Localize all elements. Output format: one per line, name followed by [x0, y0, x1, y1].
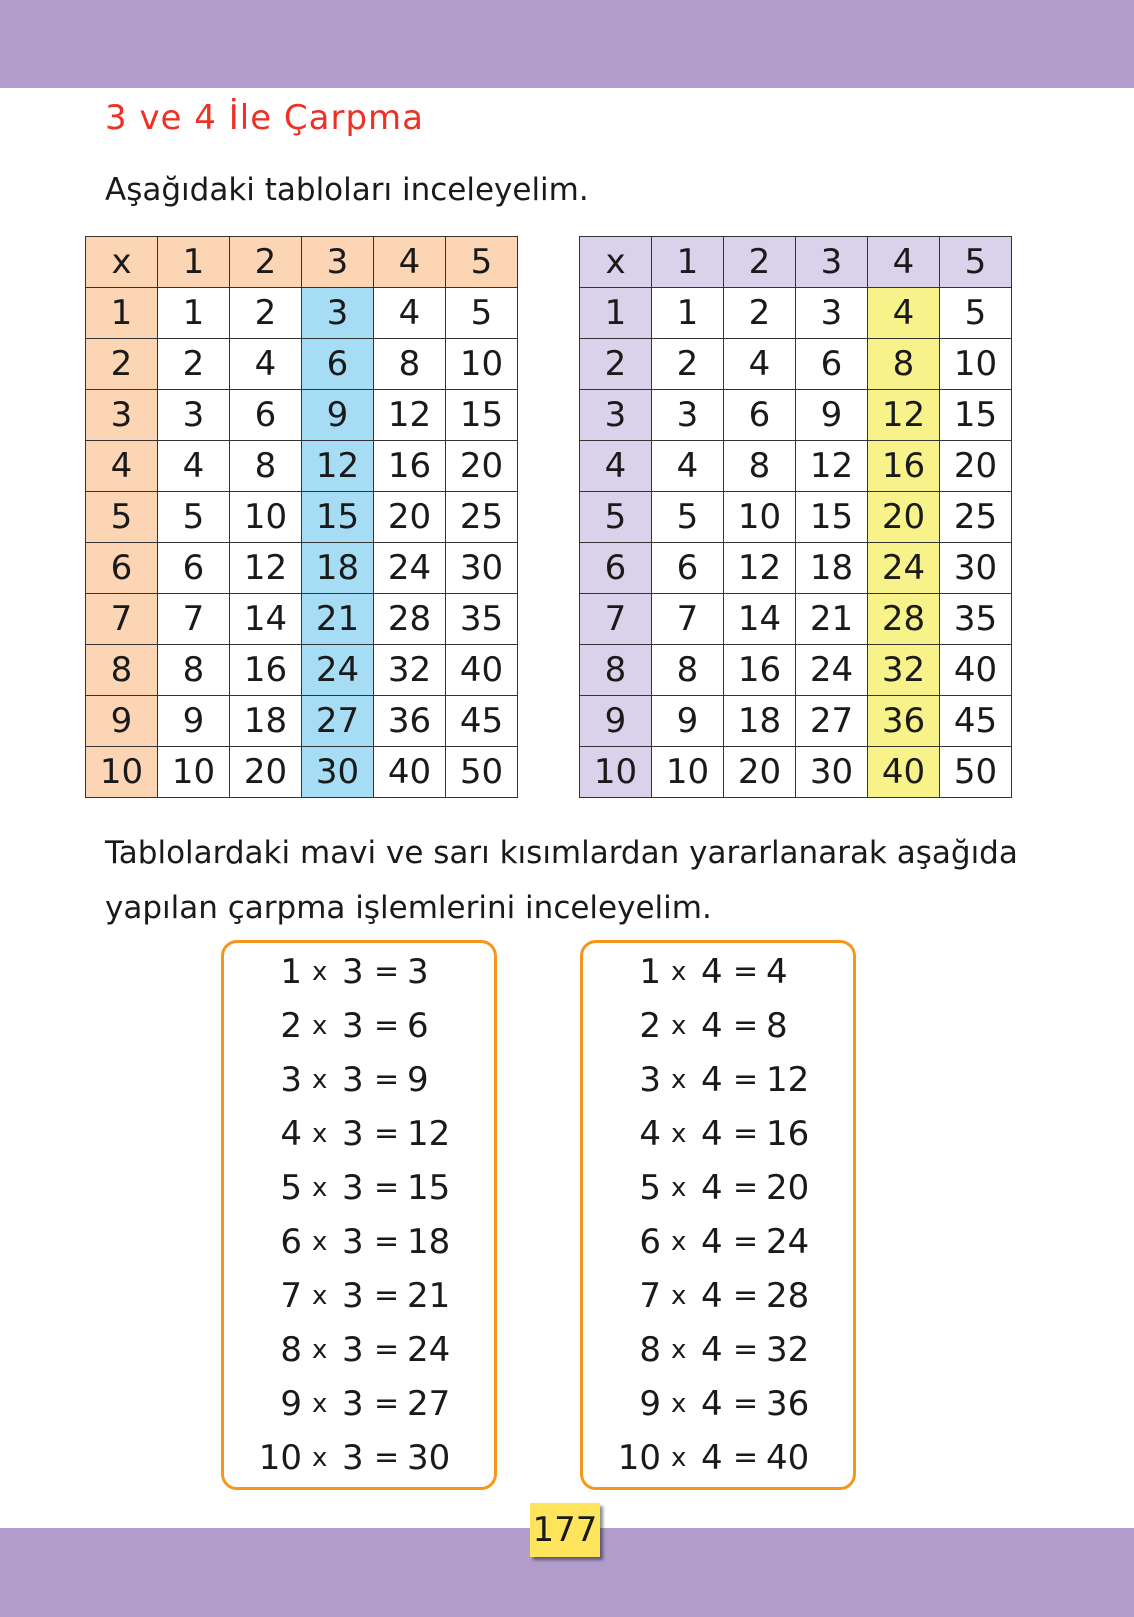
table-header-row	[86, 237, 518, 288]
table-cell: 15	[796, 492, 868, 543]
equation-b: 4	[701, 1168, 723, 1208]
table-cell: 6	[158, 543, 230, 594]
table-cell: 12	[374, 390, 446, 441]
equation-x: x	[671, 1443, 687, 1473]
table-cell: 15	[446, 390, 518, 441]
table-cell: 24	[796, 645, 868, 696]
equation-x: x	[312, 1443, 328, 1473]
table-cell: 14	[724, 594, 796, 645]
table-header-cell: 1	[158, 237, 230, 288]
equation-a: 3	[280, 1060, 302, 1100]
table-cell: 45	[446, 696, 518, 747]
table-cell: 24	[374, 543, 446, 594]
table-cell: 24	[868, 543, 940, 594]
table-cell: 25	[940, 492, 1012, 543]
page-number: 177	[530, 1503, 600, 1557]
equation-r: 20	[766, 1168, 810, 1208]
table-row	[580, 339, 1012, 390]
table-cell: 8	[724, 441, 796, 492]
table-cell: 1	[158, 288, 230, 339]
table-header-cell: 9	[86, 696, 158, 747]
table-cell: 20	[446, 441, 518, 492]
table-row	[580, 696, 1012, 747]
table-cell: 32	[374, 645, 446, 696]
page-title: 3 ve 4 İle Çarpma	[105, 98, 425, 138]
equation-s: =	[733, 1008, 759, 1043]
table-cell: 9	[652, 696, 724, 747]
table-cell: 12	[302, 441, 374, 492]
table-cell: 6	[652, 543, 724, 594]
equation-s: =	[733, 1224, 759, 1259]
table-cell: 9	[302, 390, 374, 441]
equation-line	[224, 1053, 494, 1107]
equation-s: =	[733, 954, 759, 989]
equation-s: =	[374, 1332, 400, 1367]
table-row	[580, 747, 1012, 798]
equation-b: 4	[701, 1006, 723, 1046]
table-cell: 35	[446, 594, 518, 645]
table-header-cell: x	[86, 237, 158, 288]
equation-line	[583, 945, 853, 999]
equation-r: 28	[766, 1276, 810, 1316]
equation-r: 30	[407, 1438, 451, 1478]
equation-r: 12	[766, 1060, 810, 1100]
equation-s: =	[733, 1062, 759, 1097]
equation-x: x	[312, 1011, 328, 1041]
table-cell: 12	[724, 543, 796, 594]
equation-r: 27	[407, 1384, 451, 1424]
table-cell: 30	[302, 747, 374, 798]
equation-s: =	[733, 1170, 759, 1205]
equation-a: 7	[280, 1276, 302, 1316]
equation-b: 3	[342, 1384, 364, 1424]
table-cell: 10	[652, 747, 724, 798]
table-header-cell: 5	[940, 237, 1012, 288]
equation-line	[583, 1053, 853, 1107]
equation-a: 8	[280, 1330, 302, 1370]
equation-b: 4	[701, 1384, 723, 1424]
top-band	[0, 0, 1134, 88]
table-cell: 35	[940, 594, 1012, 645]
equation-x: x	[671, 1119, 687, 1149]
equation-x: x	[312, 957, 328, 987]
equation-s: =	[733, 1278, 759, 1313]
table-cell: 8	[158, 645, 230, 696]
table-cell: 3	[302, 288, 374, 339]
table-cell: 40	[446, 645, 518, 696]
equation-x: x	[671, 1335, 687, 1365]
table-header-cell: 4	[580, 441, 652, 492]
table-cell: 12	[230, 543, 302, 594]
table-cell: 18	[302, 543, 374, 594]
equation-s: =	[374, 1062, 400, 1097]
table-cell: 7	[158, 594, 230, 645]
equation-r: 24	[407, 1330, 451, 1370]
table-header-cell: 1	[86, 288, 158, 339]
equation-r: 3	[407, 952, 429, 992]
equation-x: x	[671, 1227, 687, 1257]
table-cell: 2	[230, 288, 302, 339]
equation-s: =	[374, 1170, 400, 1205]
table-header-cell: 3	[86, 390, 158, 441]
equation-b: 4	[701, 952, 723, 992]
table-cell: 5	[158, 492, 230, 543]
equation-line	[583, 1215, 853, 1269]
equation-s: =	[733, 1332, 759, 1367]
equation-r: 8	[766, 1006, 788, 1046]
table-cell: 8	[868, 339, 940, 390]
table-cell: 28	[868, 594, 940, 645]
equation-a: 2	[280, 1006, 302, 1046]
table-row	[86, 747, 518, 798]
table-cell: 20	[940, 441, 1012, 492]
equation-b: 3	[342, 1114, 364, 1154]
table-cell: 1	[652, 288, 724, 339]
equation-b: 4	[701, 1330, 723, 1370]
equation-s: =	[374, 1224, 400, 1259]
equation-line	[224, 1161, 494, 1215]
table-header-cell: 1	[652, 237, 724, 288]
equation-b: 4	[701, 1276, 723, 1316]
equation-b: 4	[701, 1222, 723, 1262]
equation-s: =	[374, 1278, 400, 1313]
table-cell: 36	[868, 696, 940, 747]
equation-line	[224, 1431, 494, 1485]
multiplication-table-3	[85, 236, 518, 798]
table-row	[580, 390, 1012, 441]
equation-a: 9	[639, 1384, 661, 1424]
equation-line	[583, 1323, 853, 1377]
table-row	[86, 543, 518, 594]
equation-a: 10	[617, 1438, 661, 1478]
table-cell: 14	[230, 594, 302, 645]
equation-a: 1	[639, 952, 661, 992]
table-cell: 4	[724, 339, 796, 390]
equation-b: 3	[342, 1168, 364, 1208]
multiplication-table-4	[579, 236, 1012, 798]
table-cell: 2	[158, 339, 230, 390]
table-cell: 21	[302, 594, 374, 645]
equation-line	[224, 1215, 494, 1269]
table-cell: 4	[374, 288, 446, 339]
equation-b: 4	[701, 1114, 723, 1154]
table-header-cell: 10	[580, 747, 652, 798]
table-cell: 20	[230, 747, 302, 798]
equation-a: 9	[280, 1384, 302, 1424]
equation-line	[583, 1269, 853, 1323]
table-cell: 9	[158, 696, 230, 747]
equation-line	[224, 1269, 494, 1323]
table-cell: 45	[940, 696, 1012, 747]
instruction-text: Tablolardaki mavi ve sarı kısımlardan yararlanarak aşağıda yapılan çarpma işlemlerini inceleyelim.	[105, 835, 1018, 926]
equation-a: 2	[639, 1006, 661, 1046]
table-cell: 6	[302, 339, 374, 390]
table-cell: 20	[374, 492, 446, 543]
table-row	[86, 390, 518, 441]
table-cell: 18	[724, 696, 796, 747]
table-cell: 20	[868, 492, 940, 543]
equation-b: 3	[342, 1276, 364, 1316]
table-cell: 30	[796, 747, 868, 798]
table-cell: 3	[158, 390, 230, 441]
table-header-cell: 3	[580, 390, 652, 441]
equation-x: x	[312, 1065, 328, 1095]
table-row	[580, 288, 1012, 339]
equation-r: 4	[766, 952, 788, 992]
equation-x: x	[671, 1389, 687, 1419]
table-cell: 28	[374, 594, 446, 645]
equation-r: 40	[766, 1438, 810, 1478]
table-cell: 10	[940, 339, 1012, 390]
table-row	[580, 441, 1012, 492]
equation-s: =	[374, 1386, 400, 1421]
table-cell: 27	[302, 696, 374, 747]
table-cell: 8	[230, 441, 302, 492]
equation-r: 12	[407, 1114, 451, 1154]
table-row	[86, 594, 518, 645]
table-header-cell: 3	[796, 237, 868, 288]
table-cell: 12	[868, 390, 940, 441]
intro-text: Aşağıdaki tabloları inceleyelim.	[105, 172, 589, 208]
table-cell: 50	[940, 747, 1012, 798]
table-cell: 30	[940, 543, 1012, 594]
table-header-cell: 3	[302, 237, 374, 288]
table-cell: 20	[724, 747, 796, 798]
table-row	[86, 339, 518, 390]
equation-line	[224, 945, 494, 999]
table-header-cell: 6	[580, 543, 652, 594]
table-cell: 16	[230, 645, 302, 696]
equation-x: x	[671, 1281, 687, 1311]
table-cell: 5	[446, 288, 518, 339]
equation-line	[583, 999, 853, 1053]
table-header-cell: 2	[230, 237, 302, 288]
table-header-cell: 6	[86, 543, 158, 594]
table-header-cell: 1	[580, 288, 652, 339]
table-header-cell: 8	[580, 645, 652, 696]
table-row	[580, 492, 1012, 543]
table-cell: 24	[302, 645, 374, 696]
equation-a: 8	[639, 1330, 661, 1370]
equation-r: 9	[407, 1060, 429, 1100]
table-cell: 15	[940, 390, 1012, 441]
equation-s: =	[374, 954, 400, 989]
table-row	[580, 594, 1012, 645]
table-row	[580, 543, 1012, 594]
table-cell: 27	[796, 696, 868, 747]
table-row	[86, 492, 518, 543]
table-cell: 2	[724, 288, 796, 339]
table-cell: 30	[446, 543, 518, 594]
table-cell: 16	[724, 645, 796, 696]
equation-line	[583, 1377, 853, 1431]
table-cell: 3	[796, 288, 868, 339]
equation-r: 24	[766, 1222, 810, 1262]
equation-b: 3	[342, 1222, 364, 1262]
table-cell: 4	[868, 288, 940, 339]
equation-a: 4	[280, 1114, 302, 1154]
equation-x: x	[312, 1281, 328, 1311]
table-cell: 36	[374, 696, 446, 747]
equation-b: 3	[342, 1060, 364, 1100]
table-cell: 5	[652, 492, 724, 543]
table-row	[86, 441, 518, 492]
equation-b: 3	[342, 1438, 364, 1478]
table-cell: 3	[652, 390, 724, 441]
table-cell: 18	[796, 543, 868, 594]
equation-a: 7	[639, 1276, 661, 1316]
equation-s: =	[733, 1116, 759, 1151]
equation-r: 21	[407, 1276, 451, 1316]
equation-x: x	[312, 1173, 328, 1203]
equation-b: 3	[342, 952, 364, 992]
table-cell: 21	[796, 594, 868, 645]
table-cell: 10	[158, 747, 230, 798]
table-cell: 2	[652, 339, 724, 390]
table-header-cell: 7	[86, 594, 158, 645]
equation-b: 3	[342, 1330, 364, 1370]
table-cell: 16	[374, 441, 446, 492]
equation-x: x	[671, 957, 687, 987]
equations-box-3	[221, 940, 497, 1490]
table-cell: 18	[230, 696, 302, 747]
equation-s: =	[733, 1386, 759, 1421]
equation-line	[583, 1431, 853, 1485]
table-cell: 40	[374, 747, 446, 798]
equation-s: =	[374, 1008, 400, 1043]
equation-line	[224, 999, 494, 1053]
table-header-cell: 5	[86, 492, 158, 543]
table-cell: 5	[940, 288, 1012, 339]
equation-a: 10	[258, 1438, 302, 1478]
equation-x: x	[312, 1389, 328, 1419]
table-cell: 10	[724, 492, 796, 543]
table-cell: 7	[652, 594, 724, 645]
table-cell: 10	[446, 339, 518, 390]
equation-line	[583, 1161, 853, 1215]
equation-line	[224, 1377, 494, 1431]
equation-s: =	[374, 1116, 400, 1151]
table-header-cell: 10	[86, 747, 158, 798]
equation-x: x	[671, 1011, 687, 1041]
equation-a: 5	[280, 1168, 302, 1208]
table-cell: 12	[796, 441, 868, 492]
table-header-cell: 8	[86, 645, 158, 696]
equation-a: 4	[639, 1114, 661, 1154]
equation-line	[224, 1323, 494, 1377]
table-row	[86, 645, 518, 696]
table-cell: 9	[796, 390, 868, 441]
table-cell: 4	[652, 441, 724, 492]
table-cell: 4	[158, 441, 230, 492]
table-cell: 6	[796, 339, 868, 390]
table-header-cell: 2	[86, 339, 158, 390]
equation-x: x	[312, 1119, 328, 1149]
table-cell: 50	[446, 747, 518, 798]
equation-a: 1	[280, 952, 302, 992]
equation-x: x	[312, 1335, 328, 1365]
table-cell: 40	[940, 645, 1012, 696]
equation-r: 18	[407, 1222, 451, 1262]
equation-line	[583, 1107, 853, 1161]
equation-r: 6	[407, 1006, 429, 1046]
table-cell: 8	[374, 339, 446, 390]
table-header-cell: 2	[724, 237, 796, 288]
equation-a: 6	[280, 1222, 302, 1262]
equation-x: x	[312, 1227, 328, 1257]
table-header-cell: x	[580, 237, 652, 288]
equation-r: 36	[766, 1384, 810, 1424]
table-header-cell: 9	[580, 696, 652, 747]
equation-r: 16	[766, 1114, 810, 1154]
table-cell: 4	[230, 339, 302, 390]
table-cell: 16	[868, 441, 940, 492]
table-header-cell: 2	[580, 339, 652, 390]
table-row	[86, 288, 518, 339]
table-cell: 8	[652, 645, 724, 696]
equation-s: =	[374, 1440, 400, 1475]
table-header-cell: 7	[580, 594, 652, 645]
table-header-cell: 4	[374, 237, 446, 288]
table-cell: 6	[230, 390, 302, 441]
equation-a: 3	[639, 1060, 661, 1100]
equation-b: 3	[342, 1006, 364, 1046]
equation-s: =	[733, 1440, 759, 1475]
table-cell: 10	[230, 492, 302, 543]
equation-b: 4	[701, 1438, 723, 1478]
table-row	[86, 696, 518, 747]
table-header-cell: 4	[86, 441, 158, 492]
table-cell: 32	[868, 645, 940, 696]
table-cell: 40	[868, 747, 940, 798]
equation-x: x	[671, 1065, 687, 1095]
equation-r: 15	[407, 1168, 451, 1208]
equation-a: 5	[639, 1168, 661, 1208]
equation-r: 32	[766, 1330, 810, 1370]
table-header-cell: 5	[446, 237, 518, 288]
equation-x: x	[671, 1173, 687, 1203]
equations-box-4	[580, 940, 856, 1490]
table-cell: 6	[724, 390, 796, 441]
table-header-row	[580, 237, 1012, 288]
equation-line	[224, 1107, 494, 1161]
equation-b: 4	[701, 1060, 723, 1100]
table-cell: 15	[302, 492, 374, 543]
table-header-cell: 4	[868, 237, 940, 288]
table-row	[580, 645, 1012, 696]
table-header-cell: 5	[580, 492, 652, 543]
table-cell: 25	[446, 492, 518, 543]
equation-a: 6	[639, 1222, 661, 1262]
